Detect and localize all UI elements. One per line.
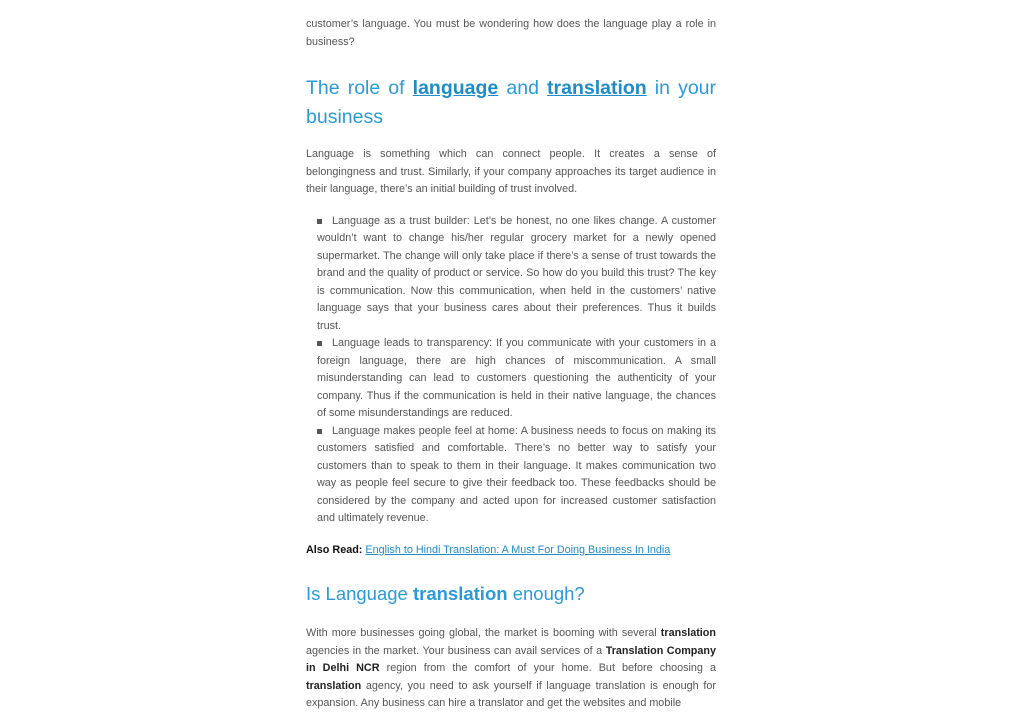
list-item-text: Language as a trust builder: Let’s be honest, no one likes change. A customer wouldn’t want to change his/her regular grocery market for a newly opened supermarket. The change will only take place if there’s a sense of trust towards the brand and the quality of product or service. So how do you build this trust? The key is communication. Now this communication, when held in the customers’ native language says that your business cares about their preferences. Thus it builds trust. [317,214,716,332]
translation-keyword-link[interactable]: translation [547,77,647,99]
heading-text: in your business [306,77,717,128]
list-item-text: Language leads to transparency: If you communicate with your customers in a foreign language, there are high chances of miscommunication. A small misunderstanding can lead to customers questioning the authenticity of your company. Thus if the communication is held in their native language, the chances of some misunderstandings are reduced. [317,337,716,419]
heading-text: The role of [306,77,413,99]
paragraph-text: region from the comfort of your home. But before choosing a [379,662,716,674]
paragraph-text: agency, you need to ask yourself if language translation is enough for expansion. Any business can hire a translator and get the websites and mobile [306,679,716,709]
bold-term: translation [306,679,362,692]
square-bullet-icon [317,429,322,434]
list-item [317,335,716,423]
list-item-text: Language makes people feel at home: A business needs to focus on making its customers satisfied and comfortable. There’s no better way to satisfy your customers than to speak to them in their language. It makes communication two way as people feel secure to give their feedback too. These feedbacks should be considered by the company and acted upon for increased customer satisfaction and ultimately revenue. [317,424,716,524]
bold-term: Translation Company in Delhi NCR [306,644,717,674]
heading-text: Is Language [306,583,413,604]
heading-translation-enough [306,580,716,608]
heading-role-of-language [306,74,716,132]
list-item [317,423,716,528]
global-paragraph [306,625,716,713]
also-read-label: Also Read: [306,543,363,556]
heading-keyword: translation [412,583,508,604]
language-paragraph: Language is something which can connect people. It creates a sense of belongingness and trust. Similarly, if your company approaches its target audience in their language, there’s an initial building of trust involved. [306,148,716,195]
square-bullet-icon [317,219,322,224]
benefits-list [306,213,716,528]
language-keyword-link[interactable]: language [412,77,499,99]
paragraph-text: agencies in the market. Your business can avail services of a [306,644,606,657]
square-bullet-icon [317,341,322,346]
list-item [317,213,716,336]
intro-paragraph: customer’s language. You must be wondering how does the language play a role in business? [306,18,716,48]
paragraph-text: With more businesses going global, the market is booming with several [306,627,661,639]
heading-text: and [498,77,548,99]
bold-term: translation [660,627,716,639]
also-read [306,542,716,560]
article-column [306,16,716,713]
heading-text: enough? [507,583,585,604]
also-read-link[interactable]: English to Hindi Translation: A Must For Doing Business In India [365,543,671,556]
